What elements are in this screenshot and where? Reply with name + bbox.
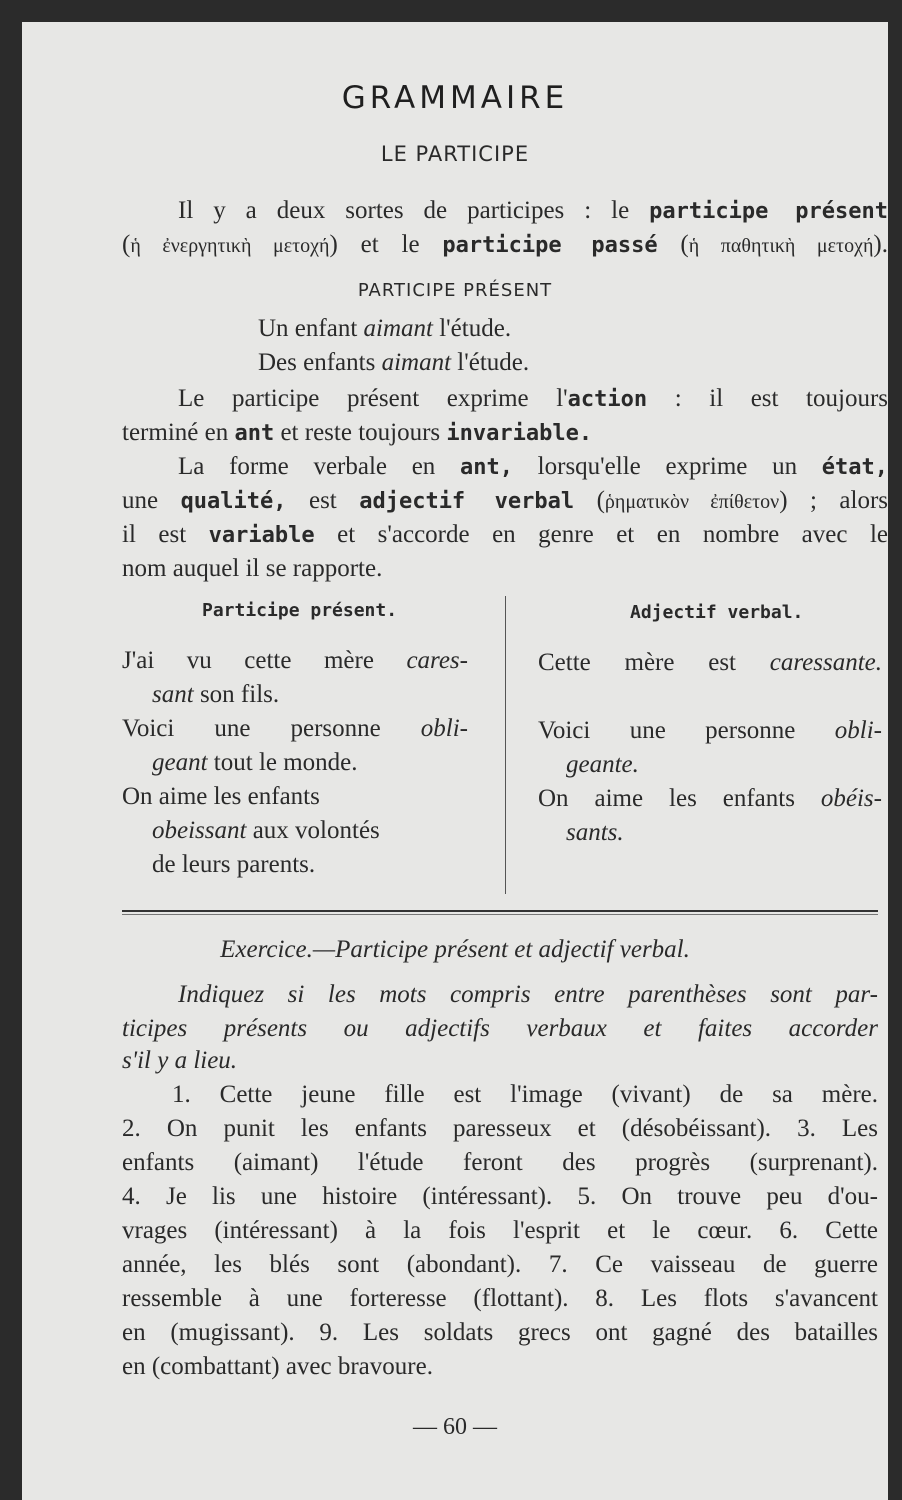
left-row-3	[122, 712, 468, 746]
participe-present-heading: PARTICIPE PRÉSENT	[357, 280, 553, 301]
intro-text: ) et le	[329, 231, 443, 258]
table-text: On aime les enfants	[538, 785, 821, 812]
intro-line-2	[122, 228, 888, 263]
table-text: J'ai vu cette mère	[122, 647, 407, 674]
greek-term: ἡ παθητικὴ μετοχή	[688, 235, 874, 257]
table-participle: sant	[152, 681, 194, 708]
rule-keyword: adjectif verbal	[359, 489, 575, 514]
rule-text: : il est toujours	[647, 385, 888, 412]
left-row-1	[122, 644, 468, 678]
page-title: GRAMMAIRE	[341, 80, 569, 116]
divider-rule-thin	[122, 914, 878, 915]
rule-keyword: invariable.	[446, 421, 593, 446]
left-row-5: On aime les enfants	[122, 783, 320, 810]
exercise-instruction-3: s'il y a lieu.	[122, 1047, 238, 1074]
table-text: son fils.	[193, 681, 280, 708]
table-participle: cares-	[406, 647, 468, 674]
right-row-6	[566, 816, 624, 850]
exercise-line-7: ressemble à une forteresse (flottant). 8. Les flots s'avancent	[122, 1285, 878, 1312]
intro-text: ).	[873, 231, 888, 258]
example-text: Des enfants	[258, 349, 382, 376]
rule-2-line-1	[178, 450, 888, 485]
exercise-line-3: enfants (aimant) l'étude feront des progrès (surprenant).	[122, 1149, 878, 1176]
exercise-line-6: année, les blés sont (abondant). 7. Ce vaisseau de guerre	[122, 1251, 878, 1278]
rule-text: La forme verbale en	[178, 453, 460, 480]
rule-text: ) ; alors	[779, 487, 888, 514]
rule-1-line-2	[122, 416, 592, 451]
rule-keyword: variable	[208, 523, 315, 548]
intro-line-1	[178, 194, 888, 229]
exercise-line-1: 1. Cette jeune fille est l'image (vivant) de sa mère.	[172, 1081, 878, 1108]
table-adjective: obli-	[834, 717, 882, 744]
rule-text: lorsqu'elle exprime un	[512, 453, 822, 480]
book-page	[22, 22, 888, 1500]
table-adjective: obéis-	[820, 785, 882, 812]
table-adjective: sants.	[566, 819, 624, 846]
col-head-participe: Participe présent.	[202, 600, 398, 621]
table-participle: obeissant	[152, 817, 247, 844]
intro-text: Il y a deux sortes de participes : le	[178, 197, 650, 224]
rule-keyword: ant,	[460, 455, 513, 480]
divider-rule	[122, 910, 878, 912]
rule-keyword: action	[567, 387, 648, 412]
table-text: Cette mère est	[538, 649, 770, 676]
rule-text: et s'accorde en genre et en nombre avec le	[314, 521, 888, 548]
rule-keyword: ant	[234, 421, 275, 446]
left-row-4	[152, 746, 358, 780]
section-title: LE PARTICIPE	[380, 142, 530, 166]
table-text: aux volontés	[246, 817, 380, 844]
example-text: l'étude.	[432, 315, 512, 342]
column-divider	[505, 596, 506, 894]
left-row-2	[152, 678, 279, 712]
intro-text: (	[657, 231, 689, 258]
page-number: — 60 —	[413, 1414, 497, 1440]
rule-keyword: qualité,	[180, 489, 287, 514]
example-text: Un enfant	[258, 315, 364, 342]
rule-2-line-3	[122, 518, 888, 553]
intro-text: (	[122, 231, 131, 258]
rule-text: terminé en	[122, 419, 235, 446]
exercise-line-5: vrages (intéressant) à la fois l'esprit et le cœur. 6. Cette	[122, 1217, 878, 1244]
greek-term: ἡ ἐνεργητικὴ μετοχή	[130, 235, 330, 257]
rule-text: une	[122, 487, 181, 514]
example-participle: aimant	[363, 315, 433, 342]
left-row-6	[152, 814, 380, 848]
right-row-5	[538, 782, 882, 816]
exercise-title: Exercice.—Participe présent et adjectif verbal.	[220, 936, 690, 963]
rule-keyword: état,	[821, 455, 888, 480]
exercise-line-9: en (combattant) avec bravoure.	[122, 1353, 433, 1380]
greek-term: ῥηματικὸν ἐπίθετον	[604, 491, 780, 513]
table-text: tout le monde.	[207, 749, 358, 776]
right-row-4	[566, 748, 639, 782]
example-2	[258, 346, 529, 380]
rule-text: Le participe présent exprime l'	[178, 385, 568, 412]
exercise-line-8: en (mugissant). 9. Les soldats grecs ont gagné des batailles	[122, 1319, 878, 1346]
rule-text: et reste toujours	[274, 419, 447, 446]
table-text: Voici une personne	[122, 715, 421, 742]
table-adjective: geante.	[566, 751, 639, 778]
example-participle: aimant	[381, 349, 452, 376]
term-participe-present: participe présent	[649, 199, 888, 224]
term-participe-passe: participe passé	[442, 233, 658, 258]
rule-text: est	[286, 487, 360, 514]
rule-text: il est	[122, 521, 209, 548]
rule-2-line-4: nom auquel il se rapporte.	[122, 555, 383, 582]
exercise-line-2: 2. On punit les enfants paresseux et (désobéissant). 3. Les	[122, 1115, 878, 1142]
right-row-1	[538, 646, 882, 680]
col-head-adjectif: Adjectif verbal.	[630, 602, 804, 623]
rule-1-line-1	[178, 382, 888, 417]
table-text: Voici une personne	[538, 717, 835, 744]
left-row-7: de leurs parents.	[152, 851, 316, 878]
exercise-line-4: 4. Je lis une histoire (intéressant). 5. On trouve peu d'ou-	[122, 1183, 878, 1210]
table-participle: geant	[152, 749, 208, 776]
exercise-instruction-2: ticipes présents ou adjectifs verbaux et faites accorder	[122, 1015, 878, 1042]
table-adjective: caressante.	[769, 649, 882, 676]
right-row-3	[538, 714, 882, 748]
rule-2-line-2	[122, 484, 888, 519]
table-participle: obli-	[420, 715, 468, 742]
example-text: l'étude.	[451, 349, 530, 376]
example-1	[258, 312, 511, 346]
rule-text: (	[574, 487, 605, 514]
exercise-instruction-1: Indiquez si les mots compris entre parenthèses sont par-	[178, 981, 878, 1008]
